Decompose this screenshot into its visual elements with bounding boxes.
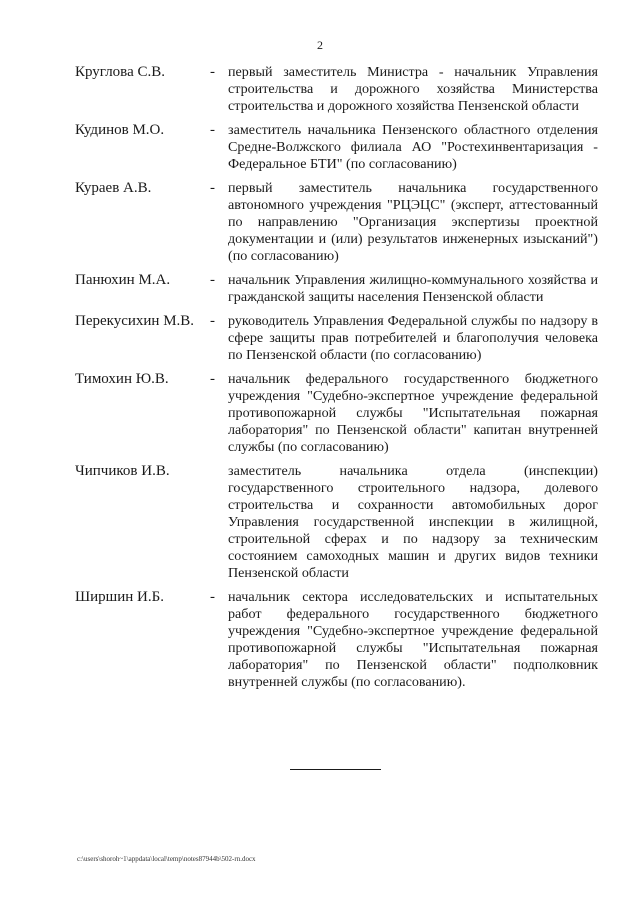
- member-position: начальник Управления жилищно-коммунального хозяйства и гражданской защиты населения Пензенской области: [228, 272, 598, 305]
- member-name: Перекусихин М.В.: [75, 313, 195, 329]
- list-item: [75, 122, 598, 173]
- member-position: заместитель начальника отдела (инспекции) государственного строительного надзора, долевого строительства и сохранности автомобильных дорог Управления государственной инспекции в жилищной, строительной сферах и по надзору за техническим состоянием самоходных машин и других видов техники Пензенской области: [228, 463, 598, 581]
- member-name: Кудинов М.О.: [75, 122, 165, 138]
- list-item: [75, 313, 598, 364]
- list-item: [75, 463, 598, 582]
- closing-rule: [290, 769, 381, 770]
- page-number: 2: [317, 38, 323, 52]
- member-name: Чипчиков И.В.: [75, 463, 170, 479]
- list-item: [75, 371, 598, 456]
- member-position: первый заместитель Министра - начальник Управления строительства и дорожного хозяйства Министерства строительства и дорожного хозяйства Пензенской области: [228, 64, 598, 114]
- list-item: [75, 589, 598, 691]
- member-name: Круглова С.В.: [75, 64, 165, 80]
- dash-separator: -: [210, 313, 215, 329]
- member-list: [75, 64, 598, 698]
- dash-separator: -: [210, 272, 215, 288]
- list-item: [75, 272, 598, 306]
- footer-file-path: c:\users\shoroh~1\appdata\local\temp\notes87944b\502-rn.docx: [77, 855, 256, 863]
- dash-separator: -: [210, 122, 215, 138]
- member-position: руководитель Управления Федеральной службы по надзору в сфере защиты прав потребителей и благополучия человека по Пензенской области (по согласованию): [228, 313, 598, 363]
- dash-separator: -: [210, 589, 215, 605]
- member-position: заместитель начальника Пензенского областного отделения Средне-Волжского филиала АО "Ростехинвентаризация - Федеральное БТИ" (по согласованию): [228, 122, 598, 172]
- member-name: Ширшин И.Б.: [75, 589, 164, 605]
- member-position: начальник федерального государственного бюджетного учреждения "Судебно-экспертное учреждение федеральной противопожарной службы "Испытательная пожарная лаборатория" по Пензенской области" капитан внутренней службы (по согласованию): [228, 371, 598, 455]
- list-item: [75, 180, 598, 265]
- member-name: Тимохин Ю.В.: [75, 371, 169, 387]
- dash-separator: -: [210, 180, 215, 196]
- member-name: Панюхин М.А.: [75, 272, 171, 288]
- dash-separator: -: [210, 371, 215, 387]
- member-position: первый заместитель начальника государственного автономного учреждения "РЦЭЦС" (эксперт, аттестованный по направлению "Организация экспертизы проектной документации и (или) результатов инженерных изысканий") (по согласованию): [228, 180, 598, 264]
- list-item: [75, 64, 598, 115]
- dash-separator: -: [210, 64, 215, 80]
- member-name: Кураев А.В.: [75, 180, 152, 196]
- member-position: начальник сектора исследовательских и испытательных работ федерального государственного бюджетного учреждения "Судебно-экспертное учреждение федеральной противопожарной службы "Испытательная пожарная лаборатория" по Пензенской области" подполковник внутренней службы (по согласованию).: [228, 589, 598, 690]
